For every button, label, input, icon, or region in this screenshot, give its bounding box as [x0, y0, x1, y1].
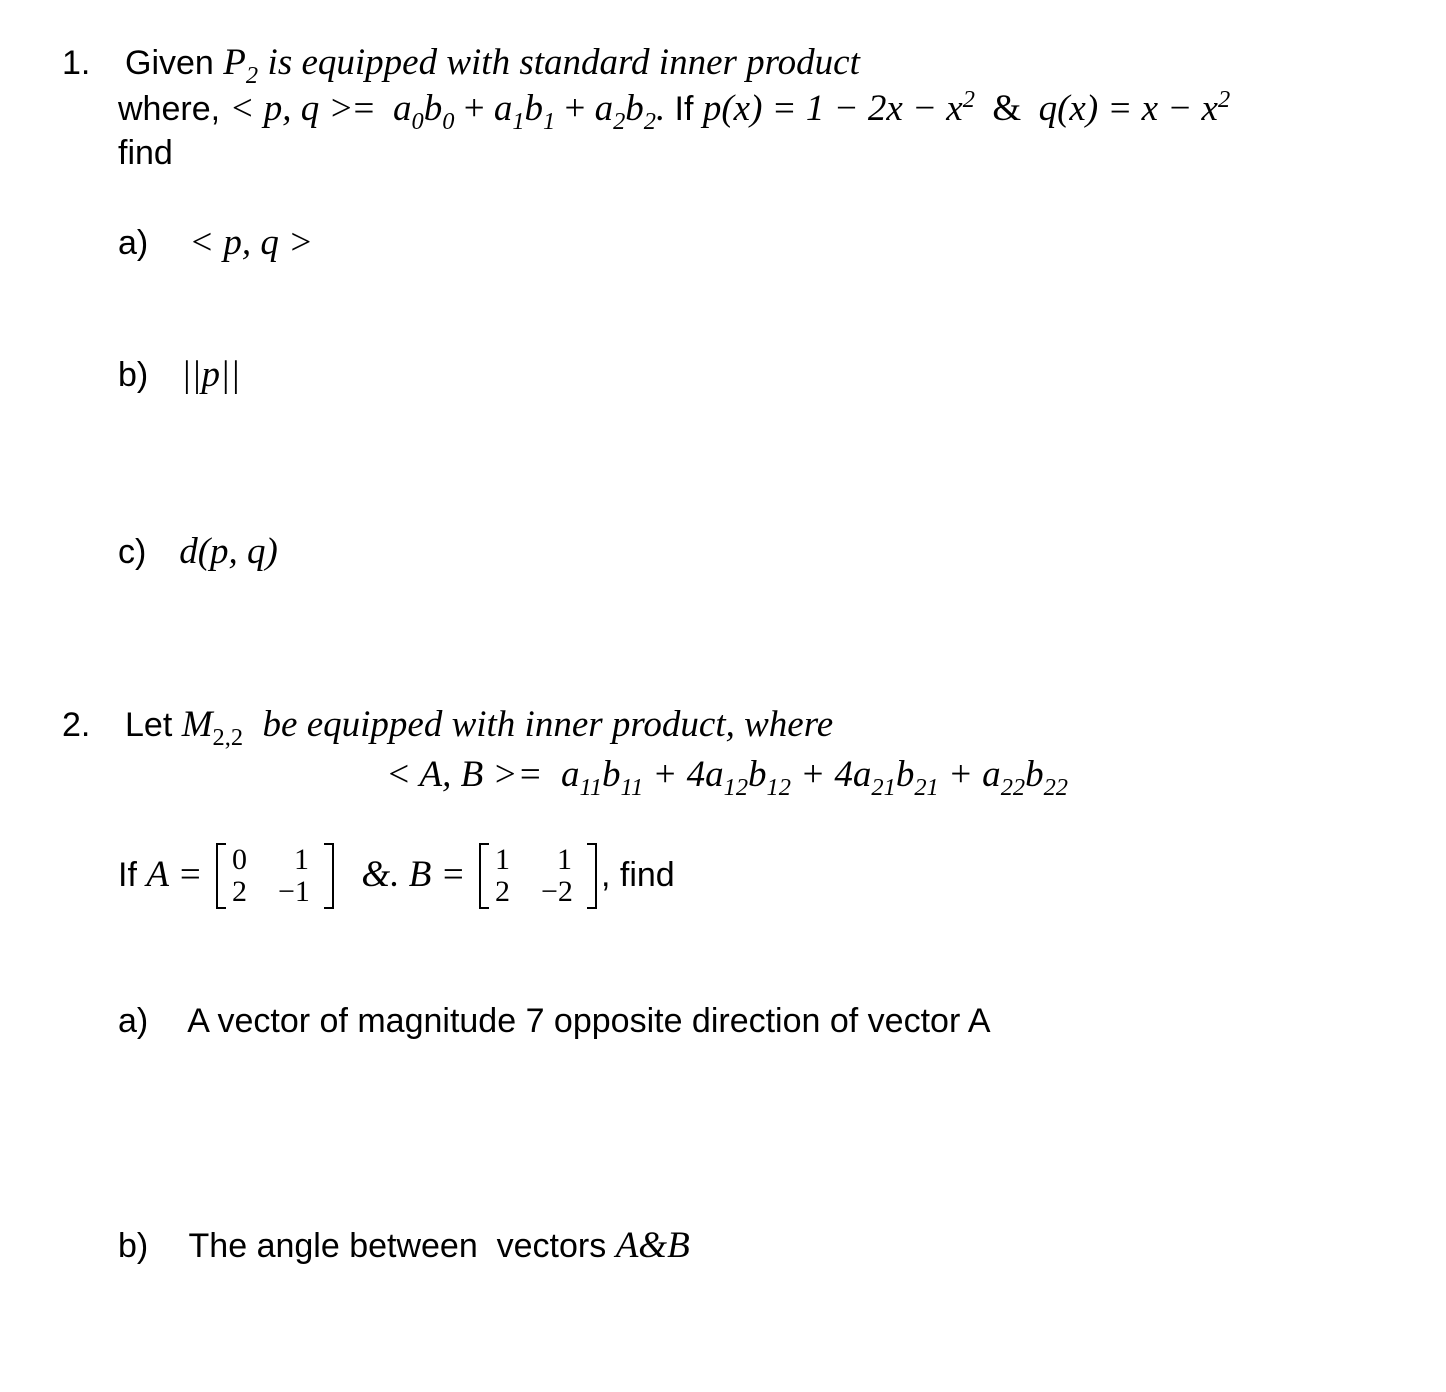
- q1-ip-eq: =: [353, 88, 375, 129]
- matrix-b: [479, 843, 597, 907]
- matrix-a: [216, 843, 334, 907]
- question-1-line-1: [125, 42, 860, 89]
- q2-let-text: Let: [125, 706, 173, 744]
- q2-part-a-text: A vector of magnitude 7 opposite direction of vector A: [187, 1002, 991, 1040]
- q1-part-a: [118, 224, 313, 261]
- matrix-b-cell-21: 2: [494, 875, 510, 909]
- q2-a-label: A =: [146, 854, 203, 896]
- q1-part-c-label: c): [118, 533, 147, 571]
- q2-part-b-text: The angle between vectors: [188, 1227, 607, 1265]
- q1-ip-rhs: $a_0b_0 + a_1b_1 + a_2b_2$.: [393, 88, 666, 135]
- q2-part-b-expr: A&B: [615, 1225, 690, 1266]
- matrix-a-cell-12: 1: [293, 843, 309, 877]
- matrix-b-cell-11: 1: [494, 843, 510, 877]
- q1-part-b: [118, 356, 240, 393]
- q1-part-a-label: a): [118, 224, 149, 262]
- q1-space-symbol: $P_2$: [223, 42, 259, 89]
- q2-intro-rest: be equipped with inner product, where: [262, 704, 834, 745]
- matrix-b-cell-12: 1: [556, 843, 572, 877]
- q1-if-text: If: [674, 90, 694, 128]
- q1-find-text: find: [118, 134, 173, 172]
- q2-if-text: If: [118, 856, 137, 895]
- question-1-line-2: [118, 85, 1231, 135]
- q2-part-a: [118, 1004, 991, 1038]
- matrix-a-cell-11: 0: [231, 843, 247, 877]
- q1-part-a-expr: < p, q >: [189, 222, 314, 263]
- q1-part-c: [118, 533, 278, 570]
- q1-ampersand: &: [992, 88, 1022, 129]
- question-2-line-1: [125, 704, 834, 751]
- q2-space-symbol: $M_{2,2}$: [181, 704, 244, 751]
- q1-intro-rest: is equipped with standard inner product: [267, 42, 860, 83]
- matrix-a-cell-22: −1: [277, 875, 310, 909]
- q1-intro-text: Given: [125, 44, 214, 82]
- q1-part-b-label: b): [118, 356, 149, 394]
- q2-part-b: [118, 1227, 690, 1264]
- q1-ip-lhs: < p, q >: [229, 88, 354, 129]
- q1-part-c-expr: d(p, q): [179, 531, 278, 572]
- matrix-a-cell-21: 2: [231, 875, 247, 909]
- q2-matrices-line: [118, 838, 675, 908]
- matrix-b-cell-22: −2: [540, 875, 573, 909]
- question-1-number: 1.: [62, 44, 91, 82]
- q2-and-b-label: &. B =: [361, 854, 466, 896]
- q2-inner-product-formula: < A, $B >= a_{11}b_{11} + 4a_{12}b_{12} + 4a_{21}b_{21} + a_{22}b_{22}$: [386, 754, 1068, 801]
- q2-find-text: find: [619, 856, 675, 895]
- q1-p-definition: $p(x) = 1 - 2x - x^2$: [702, 85, 975, 129]
- q2-part-b-label: b): [118, 1227, 149, 1265]
- q1-q-definition: $q(x) = x - x^2$: [1038, 85, 1231, 129]
- q2-part-a-label: a): [118, 1002, 149, 1040]
- question-2-number: 2.: [62, 706, 91, 744]
- q1-part-b-expr: ||p||: [181, 354, 241, 395]
- q1-where-text: where,: [118, 90, 221, 128]
- q2-comma: ,: [600, 856, 611, 895]
